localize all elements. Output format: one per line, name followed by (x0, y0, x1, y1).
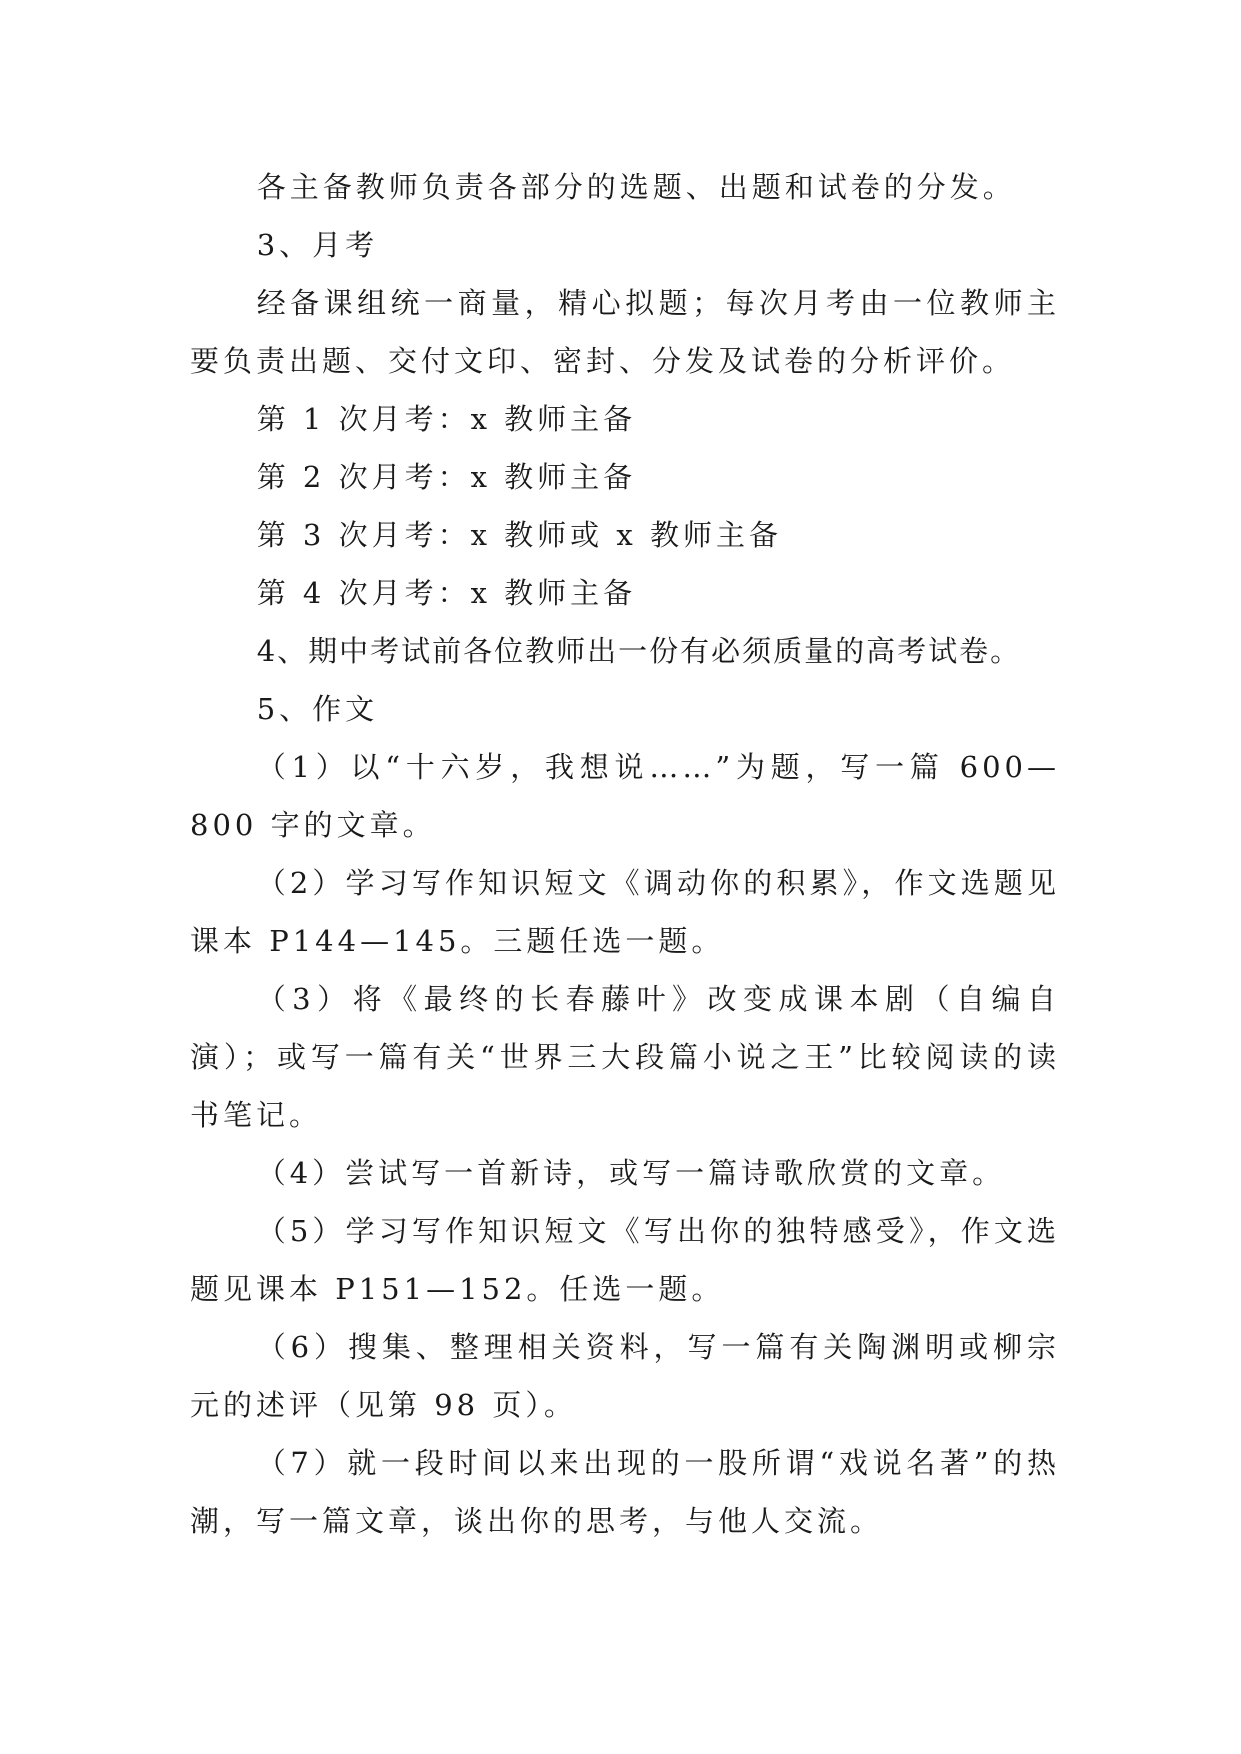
list-item: （6）搜集、整理相关资料，写一篇有关陶渊明或柳宗元的述评（见第 98 页）。 (190, 1330, 1060, 1422)
list-item: 第 2 次月考：x 教师主备 (256, 460, 637, 494)
list-item: （7）就一段时间以来出现的一股所谓“戏说名著”的热潮，写一篇文章，谈出你的思考，与他人交流。 (190, 1446, 1060, 1538)
section-heading: 3、月考 (256, 228, 379, 262)
list-item: （1）以“十六岁，我想说……”为题，写一篇 600—800 字的文章。 (190, 750, 1060, 842)
list-item: （3）将《最终的长春藤叶》改变成课本剧（自编自演）；或写一篇有关“世界三大段篇小说之王”比较阅读的读书笔记。 (190, 982, 1060, 1132)
section-heading: 5、作文 (256, 692, 379, 726)
paragraph: 经备课组统一商量，精心拟题；每次月考由一位教师主要负责出题、交付文印、密封、分发及试卷的分析评价。 (190, 286, 1060, 378)
list-item: 第 4 次月考：x 教师主备 (256, 576, 637, 610)
document-body (190, 158, 1060, 1550)
list-item: （2）学习写作知识短文《调动你的积累》，作文选题见课本 P144—145。三题任选一题。 (190, 866, 1060, 958)
list-item: （5）学习写作知识短文《写出你的独特感受》，作文选题见课本 P151—152。任选一题。 (190, 1214, 1060, 1306)
section-heading: 4、期中考试前各位教师出一份有必须质量的高考试卷。 (256, 634, 1022, 668)
list-item: 第 3 次月考：x 教师或 x 教师主备 (256, 518, 782, 552)
list-item: 第 1 次月考：x 教师主备 (256, 402, 637, 436)
paragraph: 各主备教师负责各部分的选题、出题和试卷的分发。 (256, 170, 1016, 204)
list-item: （4）尝试写一首新诗，或写一篇诗歌欣赏的文章。 (256, 1156, 1006, 1190)
